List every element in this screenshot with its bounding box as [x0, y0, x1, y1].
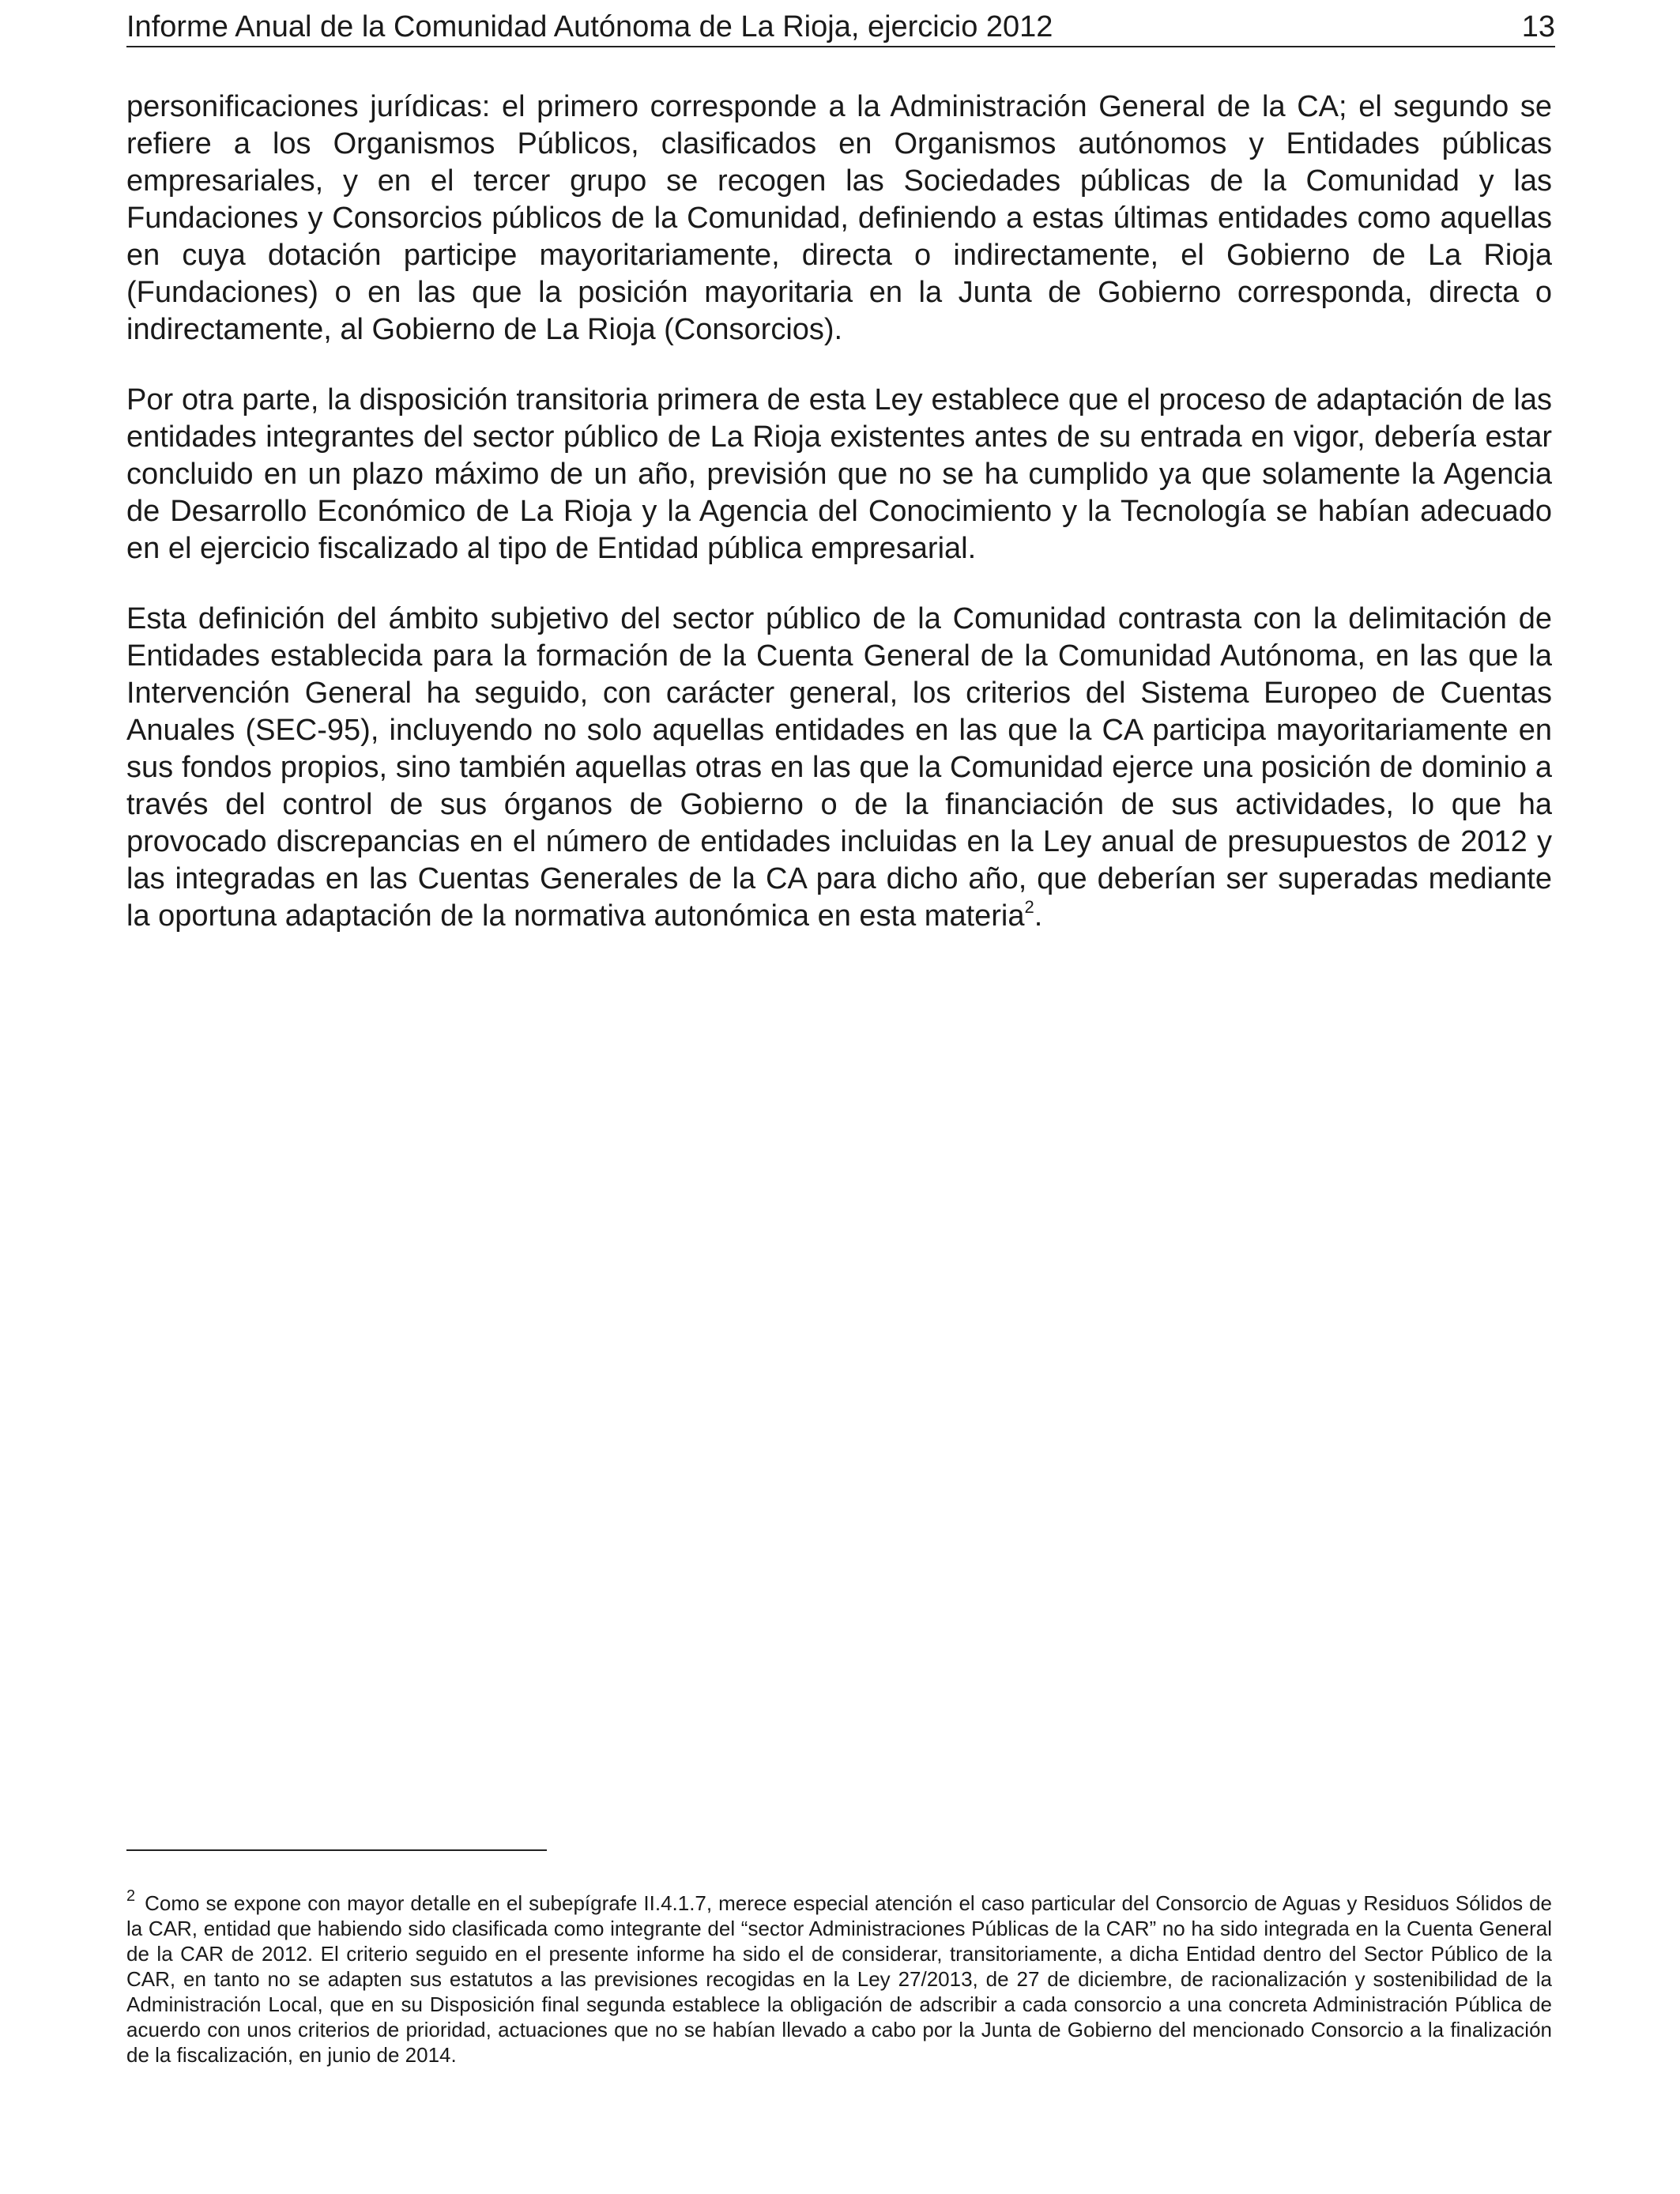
paragraph-3 [126, 601, 1552, 935]
paragraph-2: Por otra parte, la disposición transitoria primera de esta Ley establece que el proceso de adaptación de las entidades integrantes del sector público de La Rioja existentes antes de su entrada en vigor, debería estar concluido en un plazo máximo de un año, previsión que no se ha cumplido ya que solamente la Agencia de Desarrollo Económico de La Rioja y la Agencia del Conocimiento y la Tecnología se habían adecuado en el ejercicio fiscalizado al tipo de Entidad pública empresarial. [126, 383, 1552, 565]
page-number: 13 [1521, 10, 1555, 43]
header-title: Informe Anual de la Comunidad Autónoma de La Rioja, ejercicio 2012 [126, 10, 1053, 43]
footnote [126, 1887, 1552, 2068]
paragraph-1: personificaciones jurídicas: el primero corresponde a la Administración General de la CA; el segundo se refiere a los Organismos Públicos, clasificados en Organismos autónomos y Entidades públicas empresariales, y en el tercer grupo se recogen las Sociedades públicas de la Comunidad y las Fundaciones y Consorcios públicos de la Comunidad, definiendo a estas últimas entidades como aquellas en cuya dotación participe mayoritariamente, directa o indirectamente, el Gobierno de La Rioja (Fundaciones) o en las que la posición mayoritaria en la Junta de Gobierno corresponda, directa o indirectamente, al Gobierno de La Rioja (Consorcios). [126, 90, 1552, 346]
running-header [126, 6, 1555, 47]
paragraph-3-text: Esta definición del ámbito subjetivo del sector público de la Comunidad contrasta con la delimitación de Entidades establecida para la formación de la Cuenta General de la Comunidad Autónoma, en las que la Intervención General ha seguido, con carácter general, los criterios del Sistema Europeo de Cuentas Anuales (SEC-95), incluyendo no solo aquellas entidades en las que la CA participa mayoritariamente en sus fondos propios, sino también aquellas otras en las que la Comunidad ejerce una posición de dominio a través del control de sus órganos de Gobierno o de la financiación de sus actividades, lo que ha provocado discrepancias en el número de entidades incluidas en la Ley anual de presupuestos de 2012 y las integradas en las Cuentas Generales de la CA para dicho año, que deberían ser superadas mediante la oportuna adaptación de la normativa autonómica en esta materia [126, 602, 1552, 933]
footnote-separator [126, 1849, 547, 1851]
footnote-text: Como se expone con mayor detalle en el subepígrafe II.4.1.7, merece especial atención el caso particular del Consorcio de Aguas y Residuos Sólidos de la CAR, entidad que habiendo sido clasificada como integrante del “sector Administraciones Públicas de la CAR” no ha sido integrada en la Cuenta General de la CAR de 2012. El criterio seguido en el presente informe ha sido el de considerar, transitoriamente, a dicha Entidad dentro del Sector Público de la CAR, en tanto no se adapten sus estatutos a las previsiones recogidas en la Ley 27/2013, de 27 de diciembre, de racionalización y sostenibilidad de la Administración Local, que en su Disposición final segunda establece la obligación de adscribir a cada consorcio a una concreta Administración Pública de acuerdo con unos criterios de prioridad, actuaciones que no se habían llevado a cabo por la Junta de Gobierno del mencionado Consorcio a la finalización de la fiscalización, en junio de 2014. [126, 1891, 1552, 2067]
footnote-mark: 2 [126, 1887, 136, 1905]
body-text [126, 89, 1552, 968]
footnote-reference[interactable]: 2 [1024, 897, 1034, 918]
paragraph-3-end: . [1034, 899, 1043, 933]
